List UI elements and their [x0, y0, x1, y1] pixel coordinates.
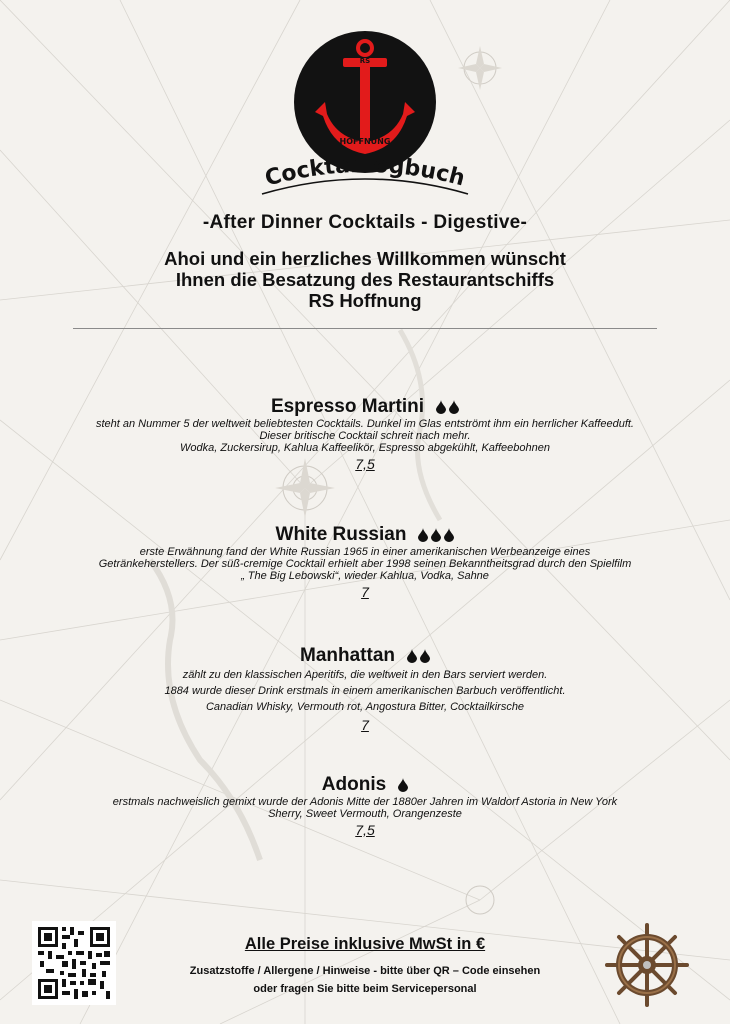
drink-price: 7 [361, 717, 369, 733]
logo-ship-name: HOFFNUNG [339, 137, 391, 146]
drink-item [0, 396, 730, 474]
welcome-line: RS Hoffnung [308, 290, 422, 311]
drop-icon [449, 400, 459, 414]
ships-wheel-icon [604, 922, 690, 1008]
drink-name: Espresso Martini [270, 396, 425, 417]
welcome-message [0, 248, 730, 311]
drink-price: 7 [361, 584, 369, 600]
strength-indicator [436, 400, 459, 414]
drink-name: White Russian [275, 524, 407, 545]
description-line: Getränkeherstellers. Der süß-cremige Cocktail erhielt aber 1998 seinen Bekanntheitsgrad durch den Spielfilm [98, 558, 632, 570]
description-line: Canadian Whisky, Vermouth rot, Angostura Bitter, Cocktailkirsche [205, 701, 525, 713]
menu-subtitle: -After Dinner Cocktails - Digestive- [202, 212, 528, 233]
allergen-notice-line: Zusatzstoffe / Allergene / Hinweise - bitte über QR – Code einsehen [189, 965, 541, 977]
logo-wordmark-text: Cocktaillogbuch [262, 152, 468, 192]
welcome-line: Ihnen die Besatzung des Restaurantschiffs [175, 269, 555, 290]
drop-icon [431, 528, 441, 542]
logo-initials: RS [359, 57, 371, 65]
drop-icon [436, 400, 446, 414]
welcome-line: Ahoi und ein herzliches Willkommen wünscht [164, 248, 566, 269]
drink-item [0, 774, 730, 840]
drink-item [0, 645, 730, 735]
allergen-notice-line: oder fragen Sie bitte beim Servicepersonal [253, 983, 477, 995]
description-line: Sherry, Sweet Vermouth, Orangenzeste [268, 808, 462, 820]
strength-indicator [418, 528, 454, 542]
drop-icon [418, 528, 428, 542]
description-line: Dieser britische Cocktail schreit nach mehr. [259, 430, 471, 442]
description-line: 1884 wurde dieser Drink erstmals in einem amerikanischen Barbuch veröffentlicht. [164, 685, 566, 697]
header-divider [73, 328, 657, 329]
drop-icon [444, 528, 454, 542]
drink-description [0, 796, 730, 820]
description-line: zählt zu den klassischen Aperitifs, die weltweit in den Bars serviert werden. [182, 669, 548, 681]
drink-name: Adonis [321, 774, 387, 795]
drop-icon [407, 649, 417, 663]
logo-wordmark [250, 150, 480, 210]
drink-item [0, 524, 730, 602]
drink-name: Manhattan [300, 645, 395, 666]
description-line: erstmals nachweislich gemixt wurde der Adonis Mitte der 1880er Jahren im Waldorf Astoria in New York [112, 796, 618, 808]
description-line: „ The Big Lebowski“, wieder Kahlua, Vodka, Sahne [241, 570, 489, 582]
drink-description [0, 667, 730, 715]
drink-description [0, 546, 730, 582]
drink-price: 7,5 [355, 456, 375, 472]
price-notice-text: Alle Preise inklusive MwSt in € [244, 935, 486, 953]
strength-indicator [398, 778, 408, 792]
description-line: Wodka, Zuckersirup, Kahlua Kaffeelikör, Espresso abgekühlt, Kaffeebohnen [180, 442, 550, 454]
drop-icon [420, 649, 430, 663]
drink-price: 7,5 [355, 822, 375, 838]
strength-indicator [407, 649, 430, 663]
description-line: erste Erwähnung fand der White Russian 1965 in einer amerikanischen Werbeanzeige eines [139, 546, 591, 558]
drop-icon [398, 778, 408, 792]
drink-description [0, 418, 730, 454]
description-line: steht an Nummer 5 der weltweit beliebtesten Cocktails. Dunkel im Glas entströmt ihm ein herrlicher Kaffeeduft. [95, 418, 634, 430]
